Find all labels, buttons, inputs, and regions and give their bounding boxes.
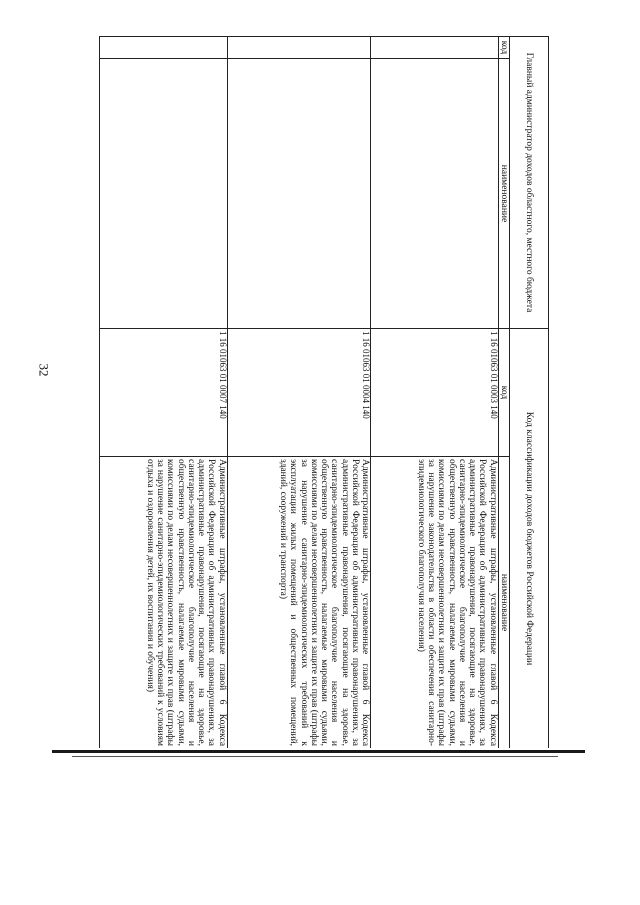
row-description: Административные штрафы, установленные главой 6 Кодекса Российской Федерации об административных правонарушениях, за административные правонарушения, посягающие на здоровье, санитарно-эпидемиологическое благополучие населения и общественную нравственность, налагаемые мировыми судьями, комиссиями по делам несовершеннолетних и защите их прав (штрафы за нарушение санитарно-эпидемиологических требований к условиям отдыха и оздоровления детей, их воспитания и обучения) <box>100 457 228 748</box>
income-classification-table <box>99 36 549 748</box>
rotated-table-wrapper <box>99 36 549 748</box>
header-code-2: код <box>498 329 509 457</box>
row-code: 1 16 01063 01 0004 140 <box>227 329 370 457</box>
page-number: 32 <box>36 363 52 377</box>
row-admin-name <box>371 59 499 329</box>
table-row <box>100 37 228 749</box>
header-name-1: наименование <box>498 59 509 329</box>
row-description: Административные штрафы, установленные главой 6 Кодекса Российской Федерации об административных правонарушениях, за административные правонарушения, посягающие на здоровье, санитарно-эпидемиологическое благополучие населения и общественную нравственность, налагаемые мировыми судьями, комиссиями по делам несовершеннолетних и защите их прав (штрафы за нарушение санитарно-эпидемиологических требований к эксплуатации жилых помещений и общественных помещений, зданий, сооружений и транспорта) <box>227 457 370 748</box>
row-admin-code <box>371 37 499 59</box>
table-row <box>371 37 499 749</box>
row-admin-code <box>227 37 370 59</box>
scan-edge-line <box>52 750 585 753</box>
header-code-1: код <box>498 37 509 59</box>
row-admin-name <box>100 59 228 329</box>
header-name-2: наименование <box>498 457 509 748</box>
header-classification: Код классификации доходов бюджетов Российской Федерации <box>510 329 549 748</box>
table-container <box>99 36 549 748</box>
header-row-columns <box>498 37 509 749</box>
row-code: 1 16 01063 01 0007 140 <box>100 329 228 457</box>
row-code: 1 16 01063 01 0003 140 <box>371 329 499 457</box>
row-admin-name <box>227 59 370 329</box>
header-row-groups <box>510 37 549 749</box>
table-row <box>227 37 370 749</box>
header-administrator: Главный администратор доходов областного, местного бюджета <box>510 37 549 329</box>
row-description: Административные штрафы, установленные главой 6 Кодекса Российской Федерации об административных правонарушениях, за административные правонарушения, посягающие на здоровье, санитарно-эпидемиологическое благополучие населения и общественную нравственность, налагаемые мировыми судьями, комиссиями по делам несовершеннолетних и защите их прав (штрафы за нарушение законодательства в области обеспечения санитарно-эпидемиологического благополучия населения) <box>371 457 499 748</box>
scan-edge-line-thin <box>72 756 558 757</box>
row-admin-code <box>100 37 228 59</box>
